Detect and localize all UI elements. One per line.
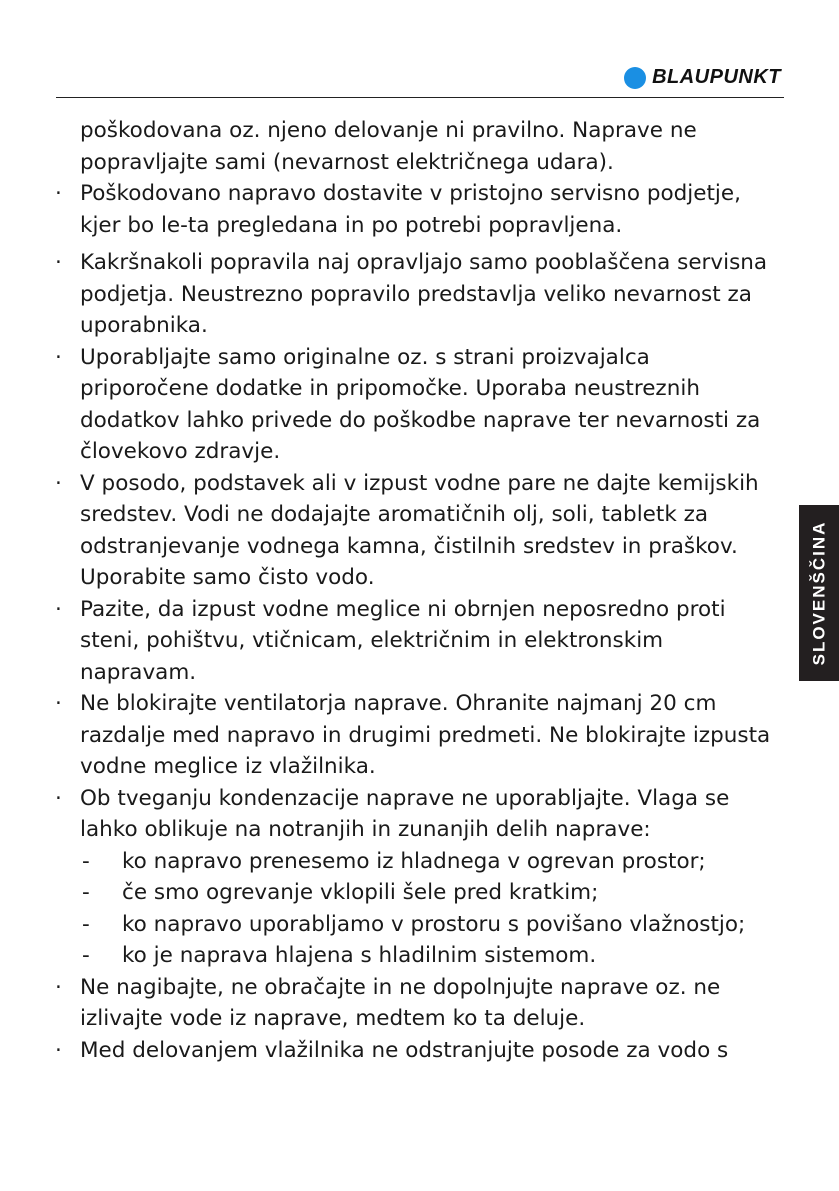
bullet-icon: ·	[55, 691, 62, 716]
bullet-icon: ·	[55, 785, 62, 811]
dash-icon: -	[82, 943, 90, 968]
dash-icon: -	[82, 880, 90, 905]
bullet-icon: ·	[55, 596, 62, 622]
brand-dot-icon	[624, 67, 646, 89]
bullet-icon: ·	[55, 470, 62, 496]
sub-list-item	[80, 877, 782, 909]
header-divider	[56, 97, 784, 98]
sub-list-item-text: ko je naprava hlajena s hladilnim sistemom.	[122, 943, 597, 968]
list-item-text: Ob tveganju kondenzacije naprave ne uporabljajte. Vlaga se lahko oblikuje na notranjih in zunanjih delih naprave:	[80, 785, 730, 842]
list-item-text: Ne nagibajte, ne obračajte in ne dopolnjujte naprave oz. ne izlivajte vode iz naprave, medtem ko ta deluje.	[80, 974, 721, 1031]
brand-name: BLAUPUNKT	[652, 66, 781, 88]
dash-icon: -	[82, 911, 90, 937]
manual-body	[55, 115, 782, 1066]
sub-list-item	[80, 940, 782, 972]
list-item	[55, 972, 782, 1035]
list-item-text: Kakršnakoli popravila naj opravljajo samo pooblaščena servisna podjetja. Neustrezno popravilo predstavlja veliko nevarnost za uporabnika.	[80, 250, 768, 338]
intro-paragraph: poškodovana oz. njeno delovanje ni pravilno. Naprave ne popravljajte sami (nevarnost električnega udara).	[80, 118, 697, 175]
sub-list-item-text: če smo ogrevanje vklopili šele pred kratkim;	[122, 880, 599, 905]
list-item-text: Pazite, da izpust vodne meglice ni obrnjen neposredno proti steni, pohištvu, vtičnicam, električnim in elektronskim napravam.	[80, 596, 726, 685]
dash-icon: -	[82, 848, 90, 874]
list-item	[55, 468, 782, 594]
list-item-text: Med delovanjem vlažilnika ne odstranjujte posode za vodo s	[80, 1037, 729, 1063]
list-item	[55, 247, 782, 342]
sub-list-item-text: ko napravo uporabljamo v prostoru s povišano vlažnostjo;	[122, 911, 746, 937]
language-tab	[799, 505, 839, 681]
list-item-text: V posodo, podstavek ali v izpust vodne pare ne dajte kemijskih sredstev. Vodi ne dodajajte aromatičnih olj, soli, tabletk za odstranjevanje vodnega kamna, čistilnih sredstev in praškov. Uporabite samo čisto vodo.	[80, 470, 759, 590]
bullet-icon: ·	[55, 1037, 62, 1063]
list-item	[55, 594, 782, 689]
language-tab-label: SLOVENŠČINA	[809, 520, 829, 666]
list-item-text: Poškodovano napravo dostavite v pristojno servisno podjetje, kjer bo le-ta pregledana in po potrebi popravljena.	[80, 181, 741, 238]
sub-list-item-text: ko napravo prenesemo iz hladnega v ogrevan prostor;	[122, 848, 706, 874]
list-item	[55, 688, 782, 783]
list-item	[55, 342, 782, 468]
list-item	[55, 783, 782, 846]
list-item-text: Ne blokirajte ventilatorja naprave. Ohranite najmanj 20 cm razdalje med napravo in drugimi predmeti. Ne blokirajte izpusta vodne meglice iz vlažilnika.	[80, 691, 771, 779]
list-item	[55, 178, 782, 241]
sub-list-item	[80, 909, 782, 941]
bullet-icon: ·	[55, 344, 62, 370]
brand-logo	[624, 66, 781, 89]
bullet-icon: ·	[55, 181, 62, 206]
list-item-text: Uporabljajte samo originalne oz. s strani proizvajalca priporočene dodatke in pripomočke. Uporaba neustreznih dodatkov lahko privede do poškodbe naprave ter nevarnosti za človekovo zdravje.	[80, 344, 761, 464]
list-item	[55, 1035, 782, 1067]
bullet-icon: ·	[55, 250, 62, 275]
bullet-icon: ·	[55, 974, 62, 1000]
sub-list-item	[80, 846, 782, 878]
